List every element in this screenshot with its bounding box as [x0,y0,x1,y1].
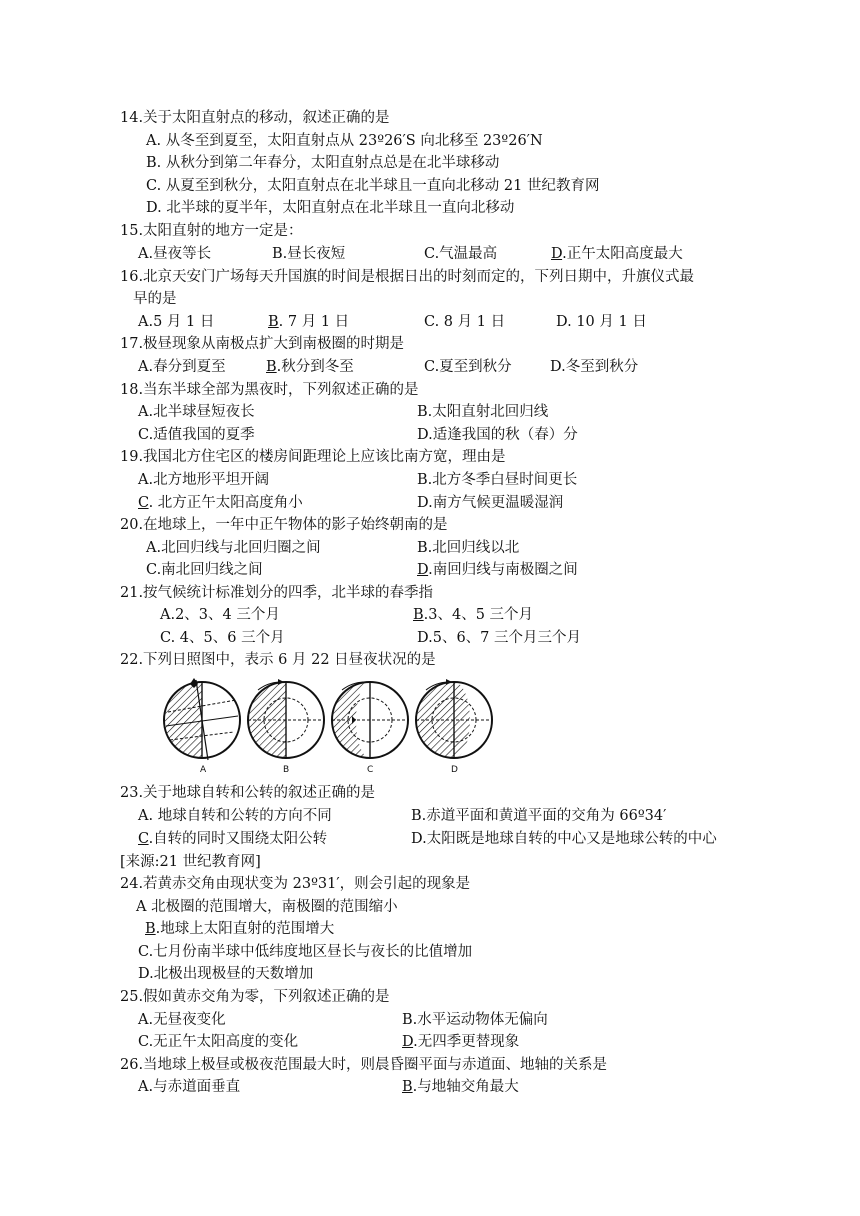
answer-mark: C [138,831,149,847]
option-text: . 7 月 1 日 [278,314,350,330]
q21-stem: 21.按气候统计标准划分的四季，北半球的春季指 [120,585,434,601]
illumination-diagrams [160,676,500,776]
q16-stem-line2: 早的是 [133,291,177,307]
option-text: .秋分到冬至 [276,359,354,375]
q21-option-b [413,605,533,625]
q15-option-b: B.昼长夜短 [272,246,346,262]
q24-stem: 24.若黄赤交角由现状变为 23º31′，则会引起的现象是 [120,876,471,892]
q25-stem: 25.假如黄赤交角为零，下列叙述正确的是 [120,989,390,1005]
q20-option-d [417,560,578,580]
q14-option-b: B. 从秋分到第二年春分，太阳直射点总是在北半球移动 [146,155,500,171]
q15-option-c: C.气温最高 [424,246,498,262]
answer-mark: C [138,495,149,511]
q20-option-b: B.北回归线以北 [417,540,520,556]
q15-option-d [551,244,683,264]
q25-option-a: A.无昼夜变化 [138,1012,226,1028]
q17-option-d: D.冬至到秋分 [550,359,639,375]
q26-stem: 26.当地球上极昼或极夜范围最大时，则晨昏圈平面与赤道面、地轴的关系是 [120,1057,608,1073]
option-text: .自转的同时又围绕太阳公转 [148,831,328,847]
q19-option-c [138,493,303,513]
q22-stem: 22.下列日照图中，表示 6 月 22 日昼夜状况的是 [120,652,436,668]
q21-option-a: A.2、3、4 三个月 [160,607,280,623]
q20-stem: 20.在地球上，一年中正午物体的影子始终朝南的是 [120,517,448,533]
q15-option-a: A.昼夜等长 [138,246,212,262]
q25-option-c: C.无正午太阳高度的变化 [138,1034,299,1050]
diagram-label-a: A [200,765,207,775]
q23-option-a: A. 地球自转和公转的方向不同 [138,808,332,824]
q24-option-c: C.七月份南半球中低纬度地区昼长与夜长的比值增加 [138,944,473,960]
q17-option-c: C.夏至到秋分 [424,359,512,375]
q23-option-c [138,829,327,849]
q23-option-b: B.赤道平面和黄道平面的交角为 66º34′ [411,808,667,824]
answer-mark: B [402,1079,413,1095]
q24-option-b [145,919,334,939]
q19-option-b: B.北方冬季白昼时间更长 [417,472,578,488]
q18-option-a: A.北半球昼短夜长 [138,404,255,420]
source-note: [来源:21 世纪教育网] [120,854,261,870]
q24-option-a: A 北极圈的范围增大，南极圈的范围缩小 [136,899,398,915]
q19-option-d: D.南方气候更温暖湿润 [417,495,564,511]
answer-mark: B [268,314,279,330]
option-text: .正午太阳高度最大 [562,246,683,262]
q14-option-d: D. 北半球的夏半年，太阳直射点在北半球且一直向北移动 [146,200,515,216]
diagram-d [416,679,492,775]
q16-stem-line1: 16.北京天安门广场每天升国旗的时间是根据日出的时刻而定的，下列日期中，升旗仪式最 [120,269,695,285]
q14-stem: 14.关于太阳直射点的移动，叙述正确的是 [120,110,390,126]
q26-option-b [402,1077,519,1097]
q26-option-a: A.与赤道面垂直 [138,1079,241,1095]
option-text: .南回归线与南极圈之间 [428,562,578,578]
q18-option-d: D.适逢我国的秋（春）分 [417,427,578,443]
q17-option-b [266,357,354,377]
q18-option-c: C.适值我国的夏季 [138,427,255,443]
q24-option-d: D.北极出现极昼的天数增加 [138,966,314,982]
answer-mark: D [551,246,563,262]
q17-stem: 17.极昼现象从南极点扩大到南极圈的时期是 [120,336,405,352]
diagram-a [164,678,240,775]
diagram-c [332,682,408,775]
q17-option-a: A.春分到夏至 [138,359,226,375]
q15-stem: 15.太阳直射的地方一定是： [120,223,303,239]
option-text: .地球上太阳直射的范围增大 [155,921,335,937]
q18-stem: 18.当东半球全部为黑夜时，下列叙述正确的是 [120,382,419,398]
q16-option-a: A.5 月 1 日 [138,314,215,330]
option-text: .无四季更替现象 [413,1034,520,1050]
q20-option-a: A.北回归线与北回归圈之间 [146,540,321,556]
q14-option-a: A. 从冬至到夏至，太阳直射点从 23º26′S 向北移至 23º26′N [146,133,543,149]
q16-option-c: C. 8 月 1 日 [424,314,506,330]
q21-option-c: C. 4、5、6 三个月 [160,630,285,646]
diagram-label-d: D [451,765,458,775]
q16-option-b [268,312,349,332]
q23-stem: 23.关于地球自转和公转的叙述正确的是 [120,785,376,801]
option-text: .3、4、5 三个月 [423,607,534,623]
q14-option-c: C. 从夏至到秋分，太阳直射点在北半球且一直向北移动 21 世纪教育网 [146,178,600,194]
q19-option-a: A.北方地形平坦开阔 [138,472,270,488]
q19-stem: 19.我国北方住宅区的楼房间距理论上应该比南方宽，理由是 [120,449,506,465]
answer-mark: D [417,562,429,578]
q21-option-d: D.5、6、7 三个月三个月 [417,630,582,646]
answer-mark: B [145,921,156,937]
q25-option-d [402,1032,519,1052]
option-text: . 北方正午太阳高度角小 [148,495,303,511]
q16-option-d: D. 10 月 1 日 [556,314,647,330]
diagram-b [248,679,324,775]
q25-option-b: B.水平运动物体无偏向 [402,1012,548,1028]
diagram-label-b: B [283,765,290,775]
answer-mark: B [266,359,277,375]
answer-mark: D [402,1034,414,1050]
q23-option-d: D.太阳既是地球自转的中心又是地球公转的中心 [411,831,717,847]
diagram-label-c: C [367,765,374,775]
q20-option-c: C.南北回归线之间 [146,562,263,578]
option-text: .与地轴交角最大 [412,1079,519,1095]
q18-option-b: B.太阳直射北回归线 [417,404,549,420]
answer-mark: B [413,607,424,623]
